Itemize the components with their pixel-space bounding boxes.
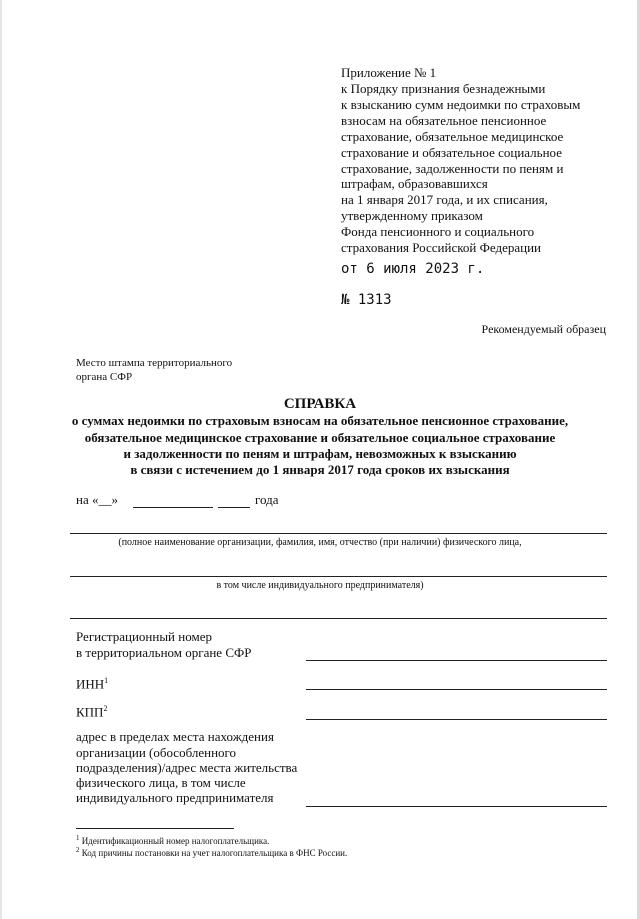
kpp-label: КПП$^2$ [76, 704, 108, 720]
reg-number-field[interactable] [306, 660, 607, 661]
entrepreneur-caption: в том числе индивидуального предпринимателя) [216, 580, 424, 591]
document-subtitle-line: о суммах недоимки по страховым взносам на обязательное пенсионное страхование, [71, 413, 569, 428]
address-label-line: организации (обособленного [76, 745, 237, 760]
order-number: № 1313 [341, 292, 392, 308]
appendix-line: страхования Российской Федерации [341, 240, 541, 255]
footnote-2: $^2$ Код причины постановки на учет налогоплательщика в ФНС России. [76, 846, 348, 858]
footnote-1: $^1$ Идентификационный номер налогоплательщика. [76, 834, 270, 846]
org-name-line[interactable] [70, 533, 607, 534]
org-name-line-3[interactable] [70, 618, 607, 619]
appendix-line: к Порядку признания безнадежными [341, 81, 546, 96]
stamp-place-line2: органа СФР [76, 371, 133, 383]
address-label-line: физического лица, в том числе [76, 775, 246, 790]
appendix-line: страхование, обязательное медицинское [341, 129, 564, 144]
footnote-separator [76, 828, 234, 829]
appendix-line: утвержденному приказом [341, 208, 483, 223]
date-prefix: на «__» [76, 492, 118, 507]
document-title: СПРАВКА [283, 396, 357, 412]
stamp-place-line1: Место штампа территориального [76, 357, 233, 369]
document-subtitle-line: обязательное медицинское страхование и обязательное социальное страхование [84, 430, 556, 445]
recommended-sample-label: Рекомендуемый образец [481, 322, 606, 336]
address-label-line: индивидуального предпринимателя [76, 790, 274, 805]
appendix-line: на 1 января 2017 года, и их списания, [341, 192, 548, 207]
inn-field[interactable] [306, 689, 607, 690]
order-date: от 6 июля 2023 г. [341, 261, 485, 277]
document-subtitle-line: в связи с истечением до 1 января 2017 года сроков их взыскания [130, 462, 510, 477]
appendix-line: Фонда пенсионного и социального [341, 224, 535, 239]
address-label-line: подразделения)/адрес места жительства [76, 760, 298, 775]
appendix-line: страхование, задолженности по пеням и [341, 161, 564, 176]
org-name-caption: (полное наименование организации, фамилия, имя, отчество (при наличии) физического лица, [118, 537, 522, 548]
document-subtitle-line: и задолженности по пеням и штрафам, невозможных к взысканию [123, 446, 517, 461]
kpp-field[interactable] [306, 719, 607, 720]
appendix-line: Приложение № 1 [341, 65, 437, 80]
appendix-line: к взысканию сумм недоимки по страховым [341, 97, 581, 112]
appendix-line: штрафам, образовавшихся [341, 176, 488, 191]
org-name-line-2[interactable] [70, 576, 607, 577]
reg-number-label-line2: в территориальном органе СФР [76, 645, 252, 660]
inn-label: ИНН$^1$ [76, 676, 109, 692]
address-label-line: адрес в пределах места нахождения [76, 729, 274, 744]
date-year-blank[interactable] [218, 507, 250, 508]
appendix-line: страхование и обязательное социальное [341, 145, 562, 160]
date-month-blank[interactable] [133, 507, 213, 508]
date-suffix: года [255, 492, 279, 507]
address-field[interactable] [306, 806, 607, 807]
reg-number-label-line1: Регистрационный номер [76, 629, 212, 644]
appendix-line: взносам на обязательное пенсионное [341, 113, 547, 128]
